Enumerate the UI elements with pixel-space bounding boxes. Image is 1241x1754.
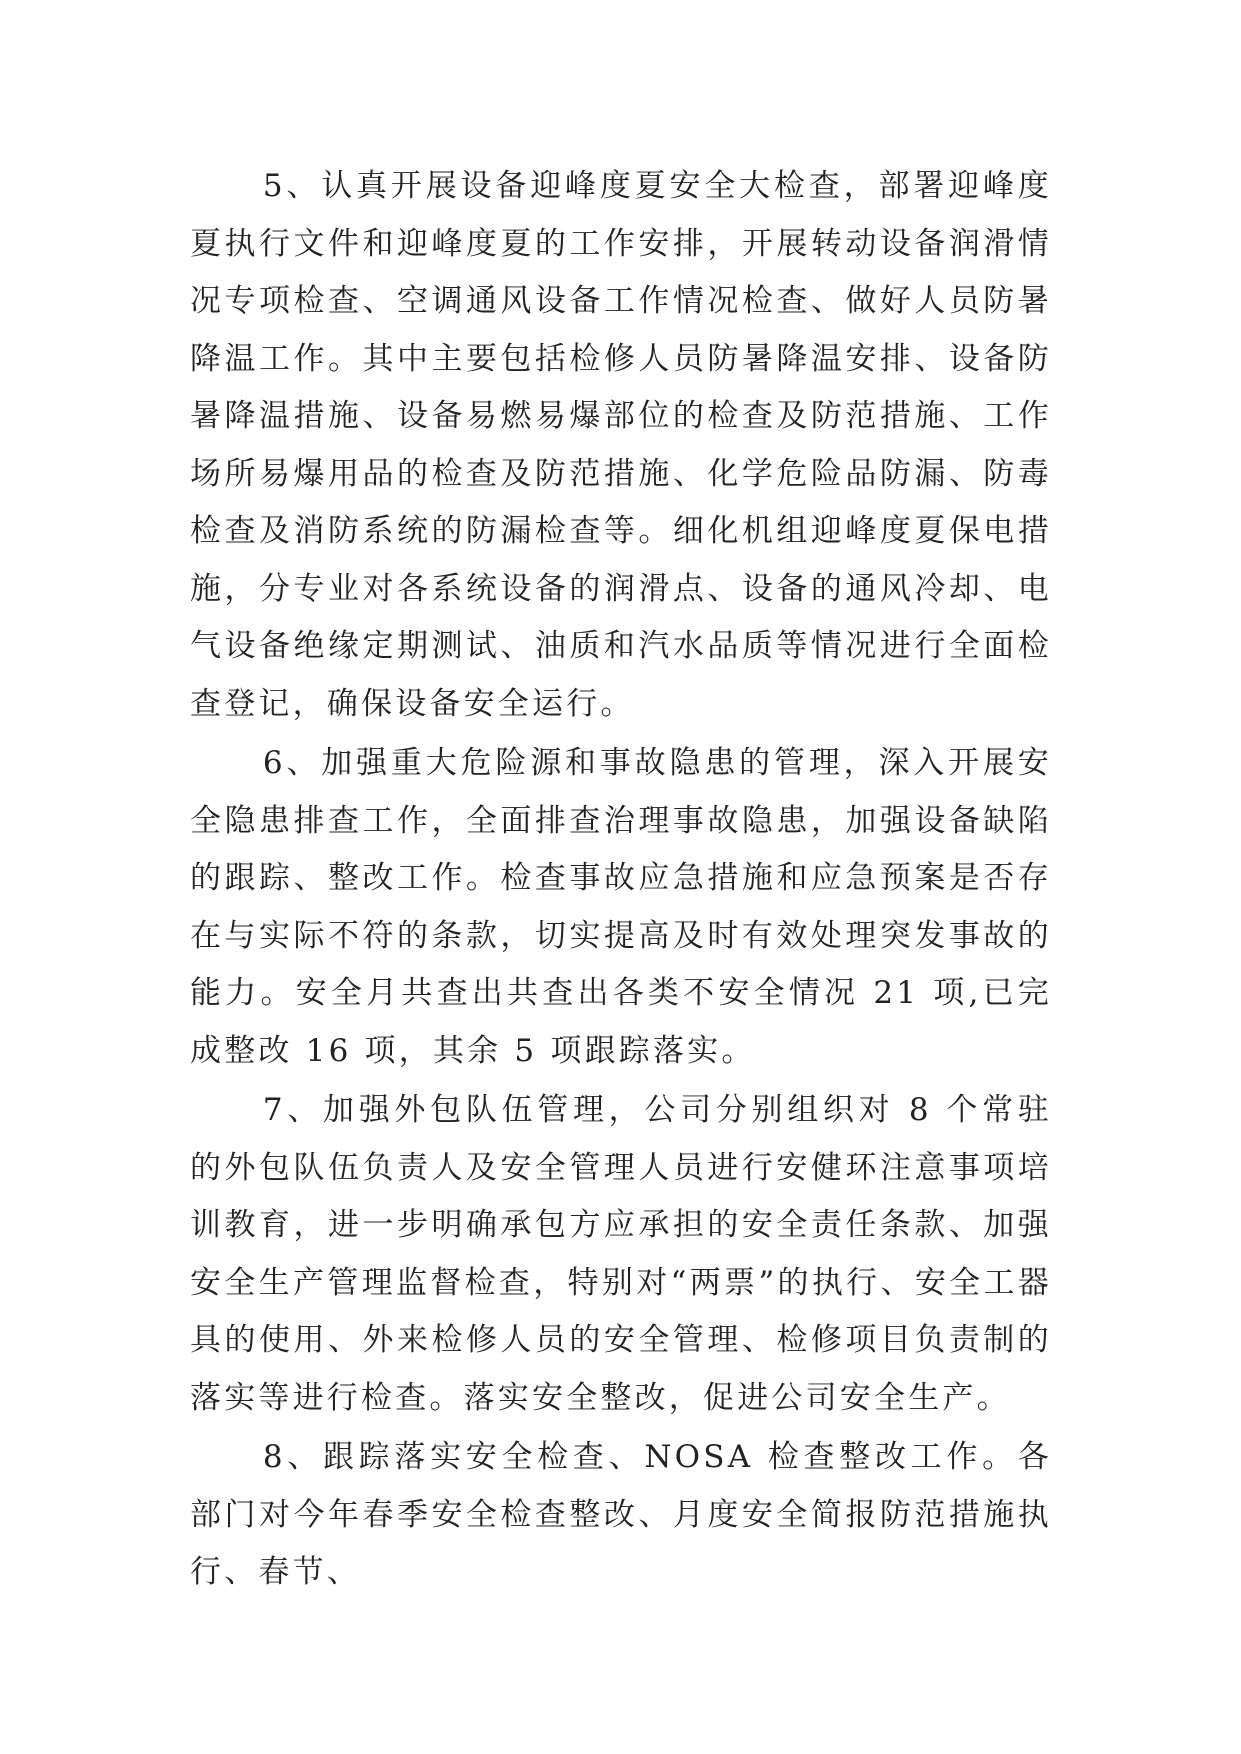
- paragraph-item-8: 8、跟踪落实安全检查、NOSA 检查整改工作。各部门对今年春季安全检查整改、月度安全简报防范措施执行、春节、: [190, 1439, 1052, 1590]
- document-body: [190, 158, 1052, 1604]
- paragraph-item-5: 5、认真开展设备迎峰度夏安全大检查，部署迎峰度夏执行文件和迎峰度夏的工作安排，开展转动设备润滑情况专项检查、空调通风设备工作情况检查、做好人员防暑降温工作。其中主要包括检修人员防暑降温安排、设备防暑降温措施、设备易燃易爆部位的检查及防范措施、工作场所易爆用品的检查及防范措施、化学危险品防漏、防毒检查及消防系统的防漏检查等。细化机组迎峰度夏保电措施，分专业对各系统设备的润滑点、设备的通风冷却、电气设备绝缘定期测试、油质和汽水品质等情况进行全面检查登记，确保设备安全运行。: [190, 168, 1052, 722]
- paragraph-item-6: 6、加强重大危险源和事故隐患的管理，深入开展安全隐患排查工作，全面排查治理事故隐患，加强设备缺陷的跟踪、整改工作。检查事故应急措施和应急预案是否存在与实际不符的条款，切实提高及时有效处理突发事故的能力。安全月共查出共查出各类不安全情况 21 项,已完成整改 16 项，其余 5 项跟踪落实。: [190, 745, 1052, 1069]
- paragraph-item-7: 7、加强外包队伍管理，公司分别组织对 8 个常驻的外包队伍负责人及安全管理人员进行安健环注意事项培训教育，进一步明确承包方应承担的安全责任条款、加强安全生产管理监督检查，特别对“两票”的执行、安全工器具的使用、外来检修人员的安全管理、检修项目负责制的落实等进行检查。落实安全整改，促进公司安全生产。: [190, 1092, 1052, 1416]
